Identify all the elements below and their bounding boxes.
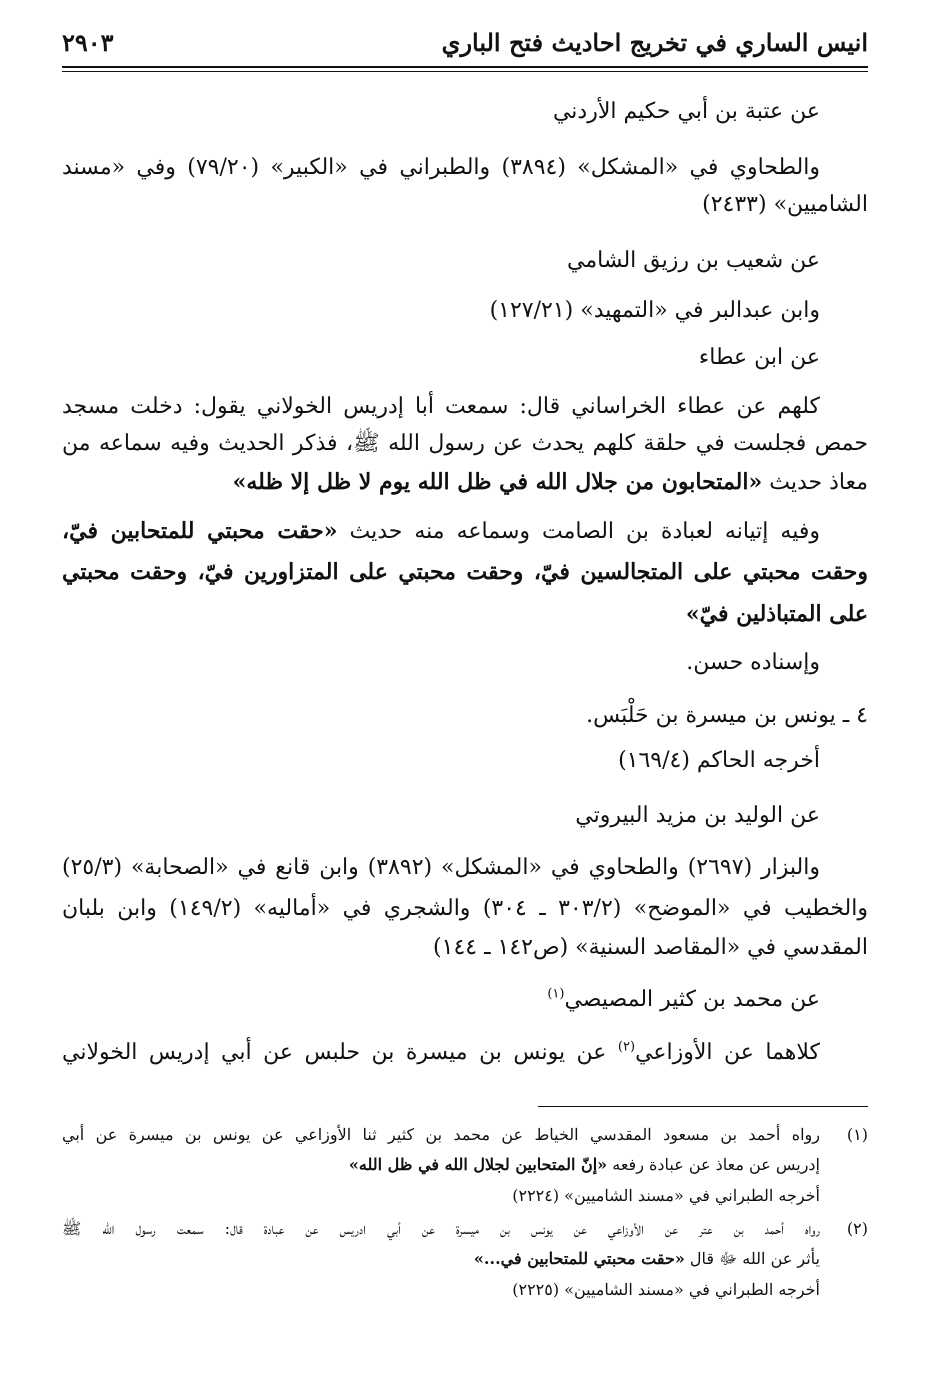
footnote-text: يأثر عن الله ﷻ قال: [684, 1249, 820, 1268]
footnote-rule: [538, 1106, 868, 1107]
hadith-text: على المتباذلين فيّ»: [685, 601, 868, 627]
body-line: [62, 516, 820, 547]
footnote-line: رواه أحمد بن مسعود المقدسي الخياط عن محمد بن كثير ثنا الأوزاعي عن يونس بن ميسرة عن أبي: [62, 1125, 820, 1144]
footnote-number: (١): [846, 1125, 868, 1144]
footnote-ref: (٢): [617, 1039, 636, 1055]
hadith-text: «حقت محبتي للمتحابين فيّ،: [62, 518, 338, 544]
section-heading: ٤ ـ يونس بن ميسرة بن حَلْبَس.: [586, 703, 868, 728]
body-line: الشاميين» (٢٤٣٣): [702, 192, 868, 217]
body-line: عن الوليد بن مزيد البيروتي: [575, 803, 820, 828]
body-line: عن ابن عطاء: [698, 345, 820, 370]
body-line: والخطيب في «الموضح» (٣٠٣/٢ ـ ٣٠٤) والشجري في «أماليه» (١٤٩/٢) وابن بلبان: [62, 896, 868, 921]
body-line: أخرجه الحاكم (١٦٩/٤): [618, 748, 820, 773]
body-text: كلاهما عن الأوزاعي: [635, 1040, 821, 1065]
page-number: ٢٩٠٣: [62, 28, 114, 57]
footnote-number: (٢): [846, 1219, 868, 1238]
body-line: كلهم عن عطاء الخراساني قال: سمعت أبا إدريس الخولاني يقول: دخلت مسجد: [62, 394, 820, 419]
header-rule-thin: [62, 71, 868, 72]
body-line: حمص فجلست في حلقة كلهم يحدث عن رسول الله ﷺ، فذكر الحديث وفيه سماعه من: [62, 431, 868, 456]
body-text: عن محمد بن كثير المصيصي: [564, 987, 820, 1012]
footnote-line: رواه أحمد بن عتر عن الأوزاعي عن يونس بن ميسرة عن أبي ادريس عن عبادة قال: سمعت رسول الله ﷺ: [62, 1219, 820, 1238]
footnote-line: [474, 1248, 820, 1270]
body-line: [233, 467, 868, 498]
running-title: انيس الساري في تخريج احاديث فتح الباري: [441, 28, 868, 57]
body-text: معاذ حديث: [762, 470, 868, 495]
body-line: [62, 1038, 820, 1068]
hadith-text: «المتحابون من جلال الله في ظل الله يوم لا ظل إلا ظله»: [232, 469, 763, 495]
body-line: [547, 985, 820, 1015]
footnote-line: أخرجه الطبراني في «مسند الشاميين» (٢٢٢٤): [512, 1186, 820, 1205]
body-line: والبزار (٢٦٩٧) والطحاوي في «المشكل» (٣٨٩٢) وابن قانع في «الصحابة» (٢٥/٣): [62, 855, 820, 880]
footnote-ref: (١): [547, 986, 565, 1002]
hadith-text: وحقت محبتي على المتجالسين فيّ، وحقت محبتي على المتزاورين فيّ، وحقت محبتي: [62, 559, 868, 585]
hadith-text: «إنّ المتحابين لجلال الله في ظل الله»: [348, 1155, 608, 1174]
body-line: عن عتبة بن أبي حكيم الأردني: [552, 99, 820, 124]
body-line: وابن عبدالبر في «التمهيد» (١٢٧/٢١): [489, 298, 820, 323]
footnote-text: إدريس عن معاذ عن عبادة رفعه: [607, 1155, 820, 1174]
body-line: وإسناده حسن.: [686, 650, 820, 675]
body-text: وفيه إتيانه لعبادة بن الصامت وسماعه منه حديث: [337, 519, 820, 544]
body-text: عن يونس بن ميسرة بن حلبس عن أبي إدريس الخولاني: [62, 1040, 618, 1065]
header-rule: [62, 66, 868, 68]
page-header: [62, 26, 868, 70]
footnote-line: [349, 1154, 820, 1176]
body-line: المقدسي في «المقاصد السنية» (ص١٤٢ ـ ١٤٤): [433, 935, 868, 960]
body-line: عن شعيب بن رزيق الشامي: [567, 248, 820, 273]
page: [62, 0, 868, 1384]
body-line: والطحاوي في «المشكل» (٣٨٩٤) والطبراني في «الكبير» (٧٩/٢٠) وفي «مسند: [62, 155, 820, 180]
footnote-line: أخرجه الطبراني في «مسند الشاميين» (٢٢٢٥): [512, 1280, 820, 1299]
hadith-text: «حقت محبتي للمتحابين في...»: [473, 1249, 685, 1268]
